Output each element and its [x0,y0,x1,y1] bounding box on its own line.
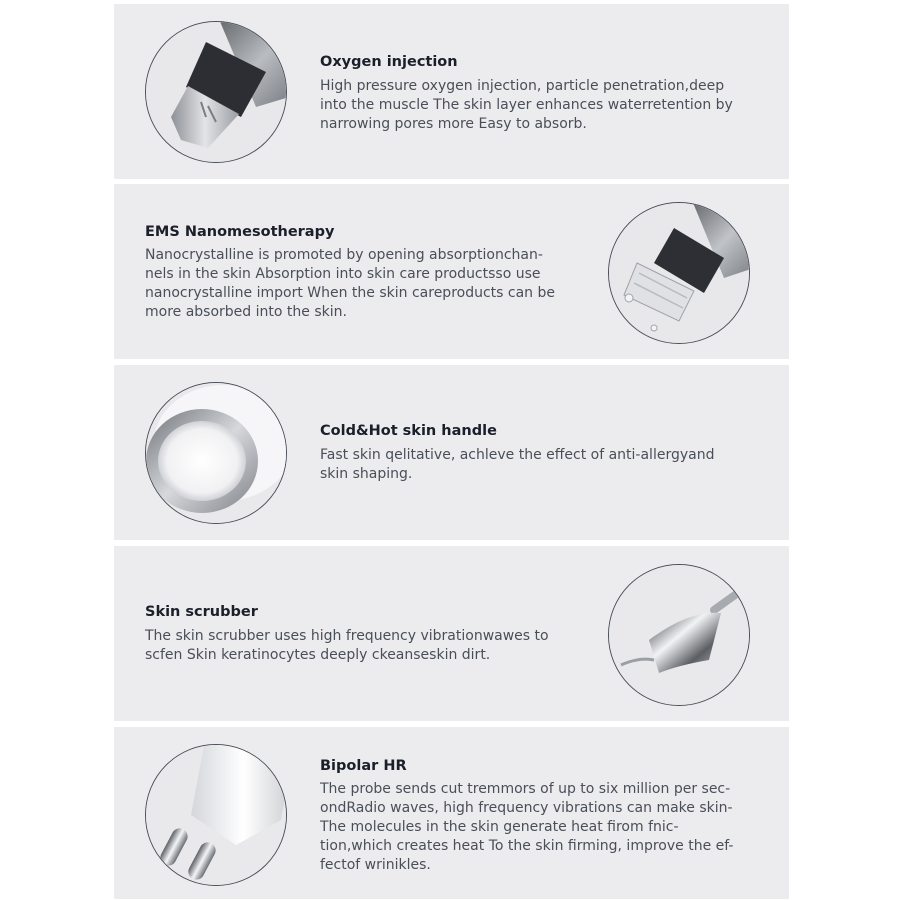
oxygen-injector-icon [145,21,287,163]
bipolar-rf-probe-icon [145,744,287,886]
cold-hot-handle-icon [145,382,287,524]
feature-description: Fast skin qelitative, achleve the effect of anti-allergyand skin shaping. [320,447,715,482]
feature-description: The probe sends cut tremmors of up to six million per sec- ondRadio waves, high frequency vibrations can make skin- The molecules in the skin generate heat firom fnic- tion,which creates heat To the skin firming, improve the ef- fectof wrinikles. [320,781,734,873]
feature-title: Oxygen injection [320,54,458,70]
nano-needle-tip-icon [608,202,750,344]
feature-description: The skin scrubber uses high frequency vibrationwawes to scfen Skin keratinocytes deeply ckeanseskin dirt. [145,628,549,663]
feature-title: Skin scrubber [145,604,258,620]
feature-title: Bipolar HR [320,758,407,774]
skin-scrubber-blade-icon [608,564,750,706]
feature-description: High pressure oxygen injection, particle penetration,deep into the muscle The skin layer enhances waterretention by narrowing pores more Easy to absorb. [320,78,733,132]
feature-title: Cold&Hot skin handle [320,423,497,439]
feature-description: Nanocrystalline is promoted by opening absorptionchan- nels in the skin Absorption into skin care productsso use nanocrystalline import When the skin careproducts can be more absorbed into the skin. [145,247,555,320]
feature-title: EMS Nanomesotherapy [145,224,335,240]
